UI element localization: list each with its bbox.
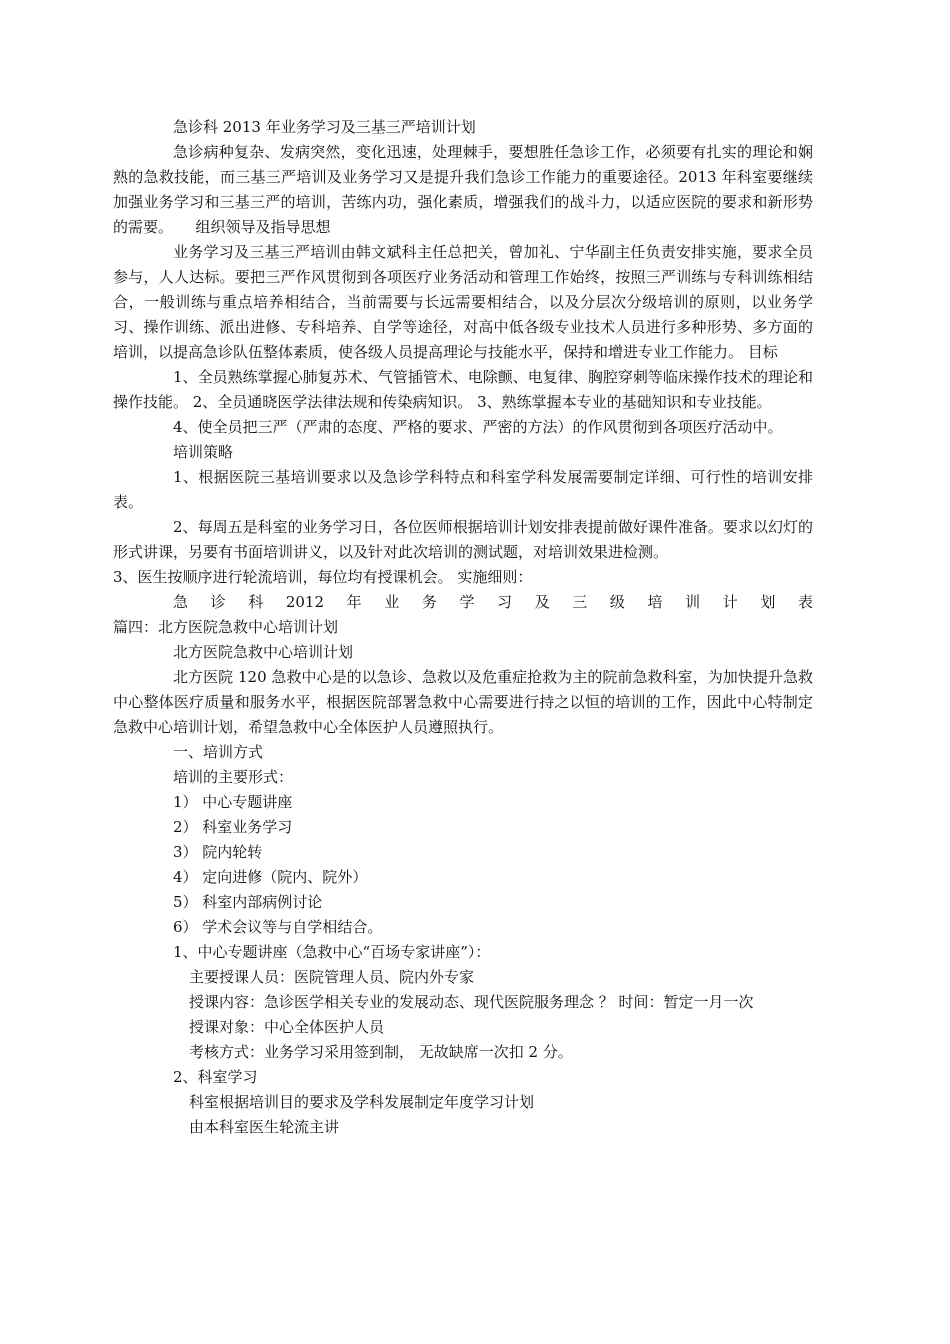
organization-paragraph: 业务学习及三基三严培训由韩文斌科主任总把关，曾加礼、宁华副主任负责安排实施，要求全员参与，人人达标。要把三严作风贯彻到各项医疗业务活动和管理工作始终，按照三严训练与专科训练相结合，一般训练与重点培养相结合，当前需要与长远需要相结合，以及分层次分级培训的原则，以业务学习、操作训练、派出进修、专科培养、自学等途径，对高中低各级专业技术人员进行多种形势、多方面的培训，以提高急诊队伍整体素质，使各级人员提高理论与技能水平，保持和增进专业工作能力。 目标	[113, 243, 813, 361]
training-form-item: 3） 院内轮转	[173, 843, 263, 861]
department-study-heading: 2、科室学习	[173, 1068, 258, 1086]
lecture-detail: 考核方式：业务学习采用签到制， 无故缺席一次扣 2 分。	[189, 1043, 573, 1061]
lecture-detail: 主要授课人员：医院管理人员、院内外专家	[189, 968, 475, 986]
section-4-heading: 篇四：北方医院急救中心培训计划	[113, 618, 339, 636]
strategy-item-1: 1、根据医院三基培训要求以及急诊学科特点和科室学科发展需要制定详细、可行性的培训安排表。	[113, 468, 813, 511]
goal-paragraph-1: 1、全员熟练掌握心肺复苏术、气管插管术、电除颤、电复律、胸腔穿刺等临床操作技术的理论和操作技能。 2、全员通晓医学法律法规和传染病知识。 3、熟练掌握本专业的基础知识和专业技能。	[113, 368, 813, 411]
plan-title-char: 级	[609, 593, 625, 611]
plan-title-char: 年	[346, 593, 362, 611]
section-4-title: 北方医院急救中心培训计划	[173, 643, 354, 661]
department-study-detail: 科室根据培训目的要求及学科发展制定年度学习计划	[189, 1093, 535, 1111]
plan-title-char: 培	[647, 593, 663, 611]
plan-title-char: 业	[384, 593, 400, 611]
training-form-item: 6） 学术会议等与自学相结合。	[173, 918, 383, 936]
plan-title-char: 习	[497, 593, 513, 611]
plan-title-char: 诊	[210, 593, 226, 611]
training-form-item: 5） 科室内部病例讨论	[173, 893, 323, 911]
intro-paragraph: 急诊病种复杂、发病突然，变化迅速，处理棘手，要想胜任急诊工作，必须要有扎实的理论和娴熟的急救技能，而三基三严培训及业务学习又是提升我们急诊工作能力的重要途径。2013 年科室要继续加强业务学习和三基三严的培训，苦练内功，强化素质，增强我们的战斗力，以适应医院的要求和新形势的需要。 组织领导及指导思想	[113, 143, 813, 236]
plan-title-char: 三	[572, 593, 588, 611]
plan-table-title	[113, 590, 813, 615]
plan-title-char: 划	[760, 593, 776, 611]
plan-title-char: 科	[248, 593, 264, 611]
plan-title-char: 计	[722, 593, 738, 611]
section-4-intro: 北方医院 120 急救中心是的以急诊、急救以及危重症抢救为主的院前急救科室，为加快提升急救中心整体医疗质量和服务水平，根据医院部署急救中心需要进行持之以恒的培训的工作，因此中心特制定急救中心培训计划，希望急救中心全体医护人员遵照执行。	[113, 668, 813, 736]
plan-title-char: 及	[534, 593, 550, 611]
lecture-heading: 1、中心专题讲座（急救中心“百场专家讲座”）：	[173, 943, 491, 961]
plan-title-char: 学	[459, 593, 475, 611]
plan-title-char: 急	[173, 593, 189, 611]
lecture-detail: 授课对象：中心全体医护人员	[189, 1018, 385, 1036]
training-method-heading: 一、培训方式	[173, 743, 264, 761]
plan-title-char: 表	[797, 593, 813, 611]
goal-paragraph-4: 4、使全员把三严（严肃的态度、严格的要求、严密的方法）的作风贯彻到各项医疗活动中。	[173, 418, 783, 436]
document-title: 急诊科 2013 年业务学习及三基三严培训计划	[173, 118, 476, 136]
plan-title-char: 2012	[285, 593, 325, 611]
lecture-detail: 授课内容：急诊医学相关专业的发展动态、现代医院服务理念 ？ 时间：暂定一月一次	[189, 993, 754, 1011]
strategy-heading: 培训策略	[173, 443, 234, 461]
training-form-item: 4） 定向进修（院内、院外）	[173, 868, 368, 886]
plan-title-char: 训	[685, 593, 701, 611]
training-main-forms: 培训的主要形式：	[173, 768, 294, 786]
training-form-item: 2） 科室业务学习	[173, 818, 293, 836]
strategy-item-3: 3、医生按顺序进行轮流培训，每位均有授课机会。 实施细则：	[113, 568, 533, 586]
strategy-item-2: 2、每周五是科室的业务学习日，各位医师根据培训计划安排表提前做好课件准备。要求以幻灯的形式讲课，另要有书面培训讲义，以及针对此次培训的测试题，对培训效果进检测。	[113, 518, 813, 561]
plan-title-char: 务	[421, 593, 437, 611]
department-study-detail: 由本科室医生轮流主讲	[189, 1118, 340, 1136]
training-form-item: 1） 中心专题讲座	[173, 793, 293, 811]
document-page	[113, 115, 813, 1140]
